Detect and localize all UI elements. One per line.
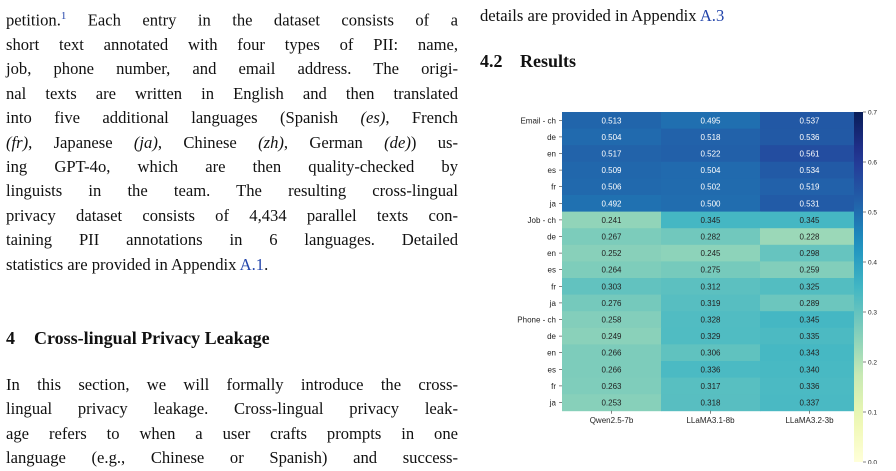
y-tick-label: de (547, 232, 556, 242)
cell-value-label: 0.303 (601, 282, 622, 292)
subsection-title: Results (520, 51, 577, 71)
cell-value-label: 0.345 (799, 215, 820, 225)
cell-value-label: 0.531 (799, 199, 820, 209)
cell-value-label: 0.245 (700, 249, 721, 259)
cell-value-label: 0.502 (700, 182, 721, 192)
cell-value-label: 0.258 (601, 315, 622, 325)
text-span: privacy dataset consists of 4,434 parallel texts con- (6, 205, 458, 225)
cell-value-label: 0.329 (700, 332, 721, 342)
text-span: , Chinese (157, 132, 259, 152)
section-intro-paragraph (6, 373, 458, 471)
cell-value-label: 0.340 (799, 365, 820, 375)
text-line (6, 131, 458, 155)
y-tick-label: fr (551, 282, 556, 292)
cell-value-label: 0.509 (601, 166, 622, 176)
colorbar (854, 112, 863, 462)
y-tick-label: ja (549, 398, 556, 408)
cell-value-label: 0.337 (799, 398, 820, 408)
cell-value-label: 0.252 (601, 249, 622, 259)
text-span: , Japanese (28, 132, 134, 152)
cell-value-label: 0.335 (799, 332, 820, 342)
text-span: , German (283, 132, 385, 152)
colorbar-tick-label: 0.4 (868, 259, 878, 267)
text-line (6, 57, 458, 81)
cell-value-label: 0.506 (601, 182, 622, 192)
subsection-number: 4.2 (480, 51, 503, 71)
text-line: lingual privacy leakage. Cross-lingual privacy leak- (6, 399, 458, 419)
text-line (6, 155, 458, 179)
y-tick-label: Email - ch (520, 116, 556, 126)
cell-value-label: 0.504 (700, 166, 721, 176)
text-line (6, 106, 458, 130)
text-span: statistics are provided in Appendix (6, 254, 240, 274)
cell-value-label: 0.318 (700, 398, 721, 408)
y-tick-label: en (547, 149, 556, 159)
colorbar-tick-label: 0.6 (868, 159, 878, 167)
y-tick-label: es (547, 265, 556, 275)
text-span: ) us- (410, 132, 458, 152)
text-line (6, 253, 458, 277)
cell-value-label: 0.534 (799, 166, 820, 176)
dataset-paragraph (6, 4, 458, 277)
y-tick-label: fr (551, 182, 556, 192)
cell-value-label: 0.267 (601, 232, 622, 242)
cell-value-label: 0.325 (799, 282, 820, 292)
text-span: into five additional languages (Spanish (6, 108, 361, 128)
cell-value-label: 0.518 (700, 132, 721, 142)
cell-value-label: 0.312 (700, 282, 721, 292)
cell-value-label: 0.298 (799, 249, 820, 259)
footnote-marker[interactable]: 1 (60, 10, 67, 22)
section-title: Cross-lingual Privacy Leakage (34, 328, 270, 348)
text-line: age refers to when a user crafts prompts in one (6, 423, 458, 443)
text-span: . (264, 254, 269, 274)
language-code: (ja) (133, 132, 158, 152)
text-span: ing GPT-4o, which are then quality-checked by (6, 156, 458, 176)
appendix-link[interactable]: A.1 (239, 254, 265, 274)
text-span: short text annotated with four types of PII: name, (6, 34, 458, 54)
colorbar-tick-label: 0.0 (868, 459, 878, 464)
text-span: linguists in the team. The resulting cross-lingual (6, 181, 458, 201)
text-line: language (e.g., Chinese or Spanish) and success- (6, 448, 458, 468)
cell-value-label: 0.561 (799, 149, 820, 159)
cell-value-label: 0.536 (799, 132, 820, 142)
y-tick-label: ja (549, 199, 556, 209)
cell-value-label: 0.492 (601, 199, 622, 209)
language-code: (de) (384, 132, 411, 152)
y-tick-label: en (547, 348, 556, 358)
cell-value-label: 0.276 (601, 298, 622, 308)
text-span: petition. (6, 10, 61, 30)
y-tick-label: es (547, 166, 556, 176)
language-code: (es) (360, 108, 386, 128)
cell-value-label: 0.319 (700, 298, 721, 308)
cell-value-label: 0.282 (700, 232, 721, 242)
text-span: Each entry in the dataset consists of a (66, 10, 458, 30)
x-tick-label: LLaMA3.2-3b (785, 415, 834, 425)
cell-value-label: 0.513 (601, 116, 622, 126)
colorbar-tick-label: 0.7 (868, 109, 878, 117)
cell-value-label: 0.317 (700, 381, 721, 391)
subsection-heading (480, 51, 576, 72)
cell-value-label: 0.289 (799, 298, 820, 308)
text-line (6, 82, 458, 106)
appendix-link[interactable]: A.3 (699, 6, 725, 25)
cell-value-label: 0.259 (799, 265, 820, 275)
appendix-reference-text: details are provided in Appendix (480, 6, 700, 25)
text-line (6, 179, 458, 203)
y-tick-label: de (547, 132, 556, 142)
language-code: (fr) (6, 132, 29, 152)
cell-value-label: 0.495 (700, 116, 721, 126)
y-tick-label: Phone - ch (517, 315, 556, 325)
cell-value-label: 0.249 (601, 332, 622, 342)
text-line (6, 4, 458, 33)
cell-value-label: 0.306 (700, 348, 721, 358)
cell-value-label: 0.345 (799, 315, 820, 325)
text-span: taining PII annotations in 6 languages. Detailed (6, 230, 458, 250)
cell-value-label: 0.275 (700, 265, 721, 275)
y-tick-label: fr (551, 381, 556, 391)
cell-value-label: 0.241 (601, 215, 622, 225)
cell-value-label: 0.266 (601, 365, 622, 375)
text-line (6, 33, 458, 57)
y-tick-label: en (547, 249, 556, 259)
cell-value-label: 0.537 (799, 116, 820, 126)
cell-value-label: 0.253 (601, 398, 622, 408)
text-span: , French (385, 108, 458, 128)
x-tick-label: LLaMA3.1-8b (686, 415, 735, 425)
y-tick-label: ja (549, 298, 556, 308)
section-heading (6, 328, 270, 349)
heatmap-chart (480, 108, 896, 464)
text-line: In this section, we will formally introduce the cross- (6, 375, 458, 394)
text-span: nal texts are written in English and then translated (6, 83, 458, 103)
colorbar-tick-label: 0.2 (868, 359, 878, 367)
y-tick-label: de (547, 332, 556, 342)
cell-value-label: 0.519 (799, 182, 820, 192)
y-tick-label: es (547, 365, 556, 375)
cell-value-label: 0.328 (700, 315, 721, 325)
cell-value-label: 0.228 (799, 232, 820, 242)
cell-value-label: 0.266 (601, 348, 622, 358)
text-line (6, 204, 458, 228)
appendix-reference-line (480, 4, 724, 28)
cell-value-label: 0.336 (799, 381, 820, 391)
y-tick-label: Job - ch (527, 215, 556, 225)
colorbar-tick-label: 0.3 (868, 309, 878, 317)
cell-value-label: 0.345 (700, 215, 721, 225)
cell-value-label: 0.522 (700, 149, 721, 159)
text-span: job, phone number, and email address. The origi- (6, 59, 458, 79)
cell-value-label: 0.264 (601, 265, 622, 275)
cell-value-label: 0.504 (601, 132, 622, 142)
colorbar-tick-label: 0.1 (868, 409, 878, 417)
left-column (6, 4, 458, 277)
cell-value-label: 0.263 (601, 381, 622, 391)
cell-value-label: 0.343 (799, 348, 820, 358)
cell-value-label: 0.336 (700, 365, 721, 375)
colorbar-tick-label: 0.5 (868, 209, 878, 217)
section-number: 4 (6, 328, 15, 348)
x-tick-label: Qwen2.5-7b (589, 415, 634, 425)
cell-value-label: 0.517 (601, 149, 622, 159)
cell-value-label: 0.500 (700, 199, 721, 209)
text-line (6, 228, 458, 252)
language-code: (zh) (258, 132, 284, 152)
